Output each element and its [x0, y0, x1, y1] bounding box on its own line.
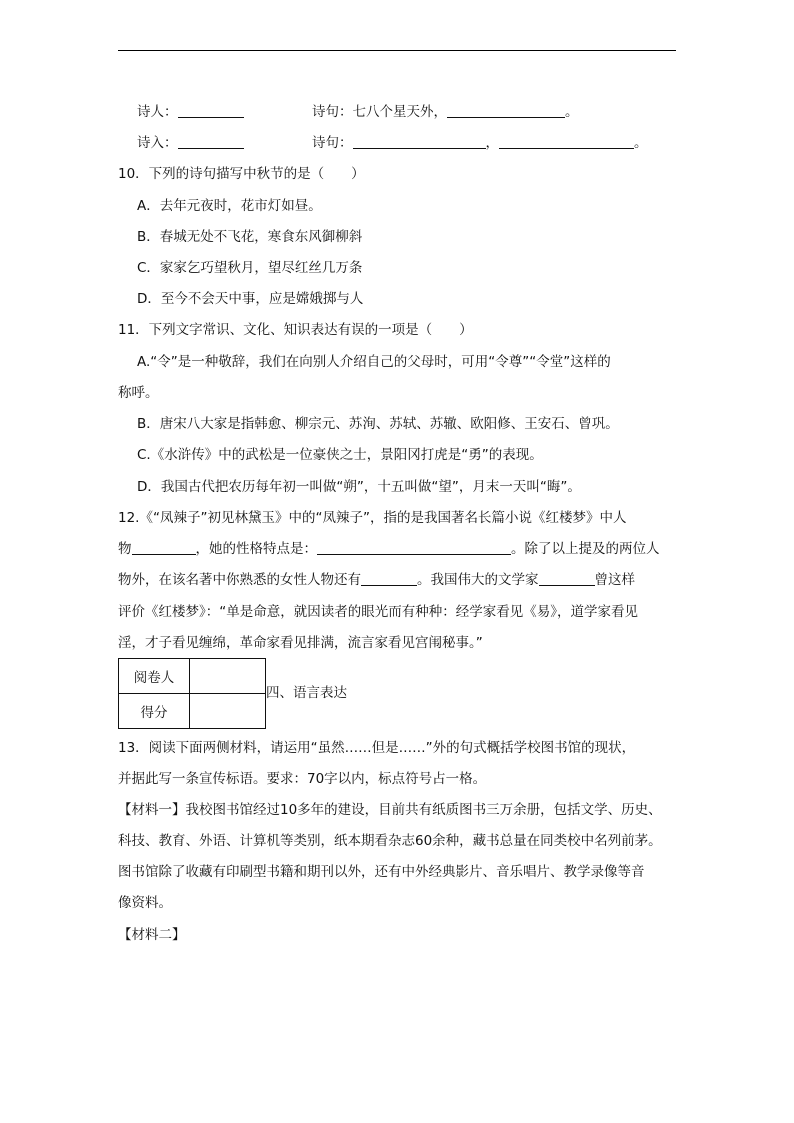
given-verse: 七八个星天外， — [352, 104, 447, 120]
q10-stem: 10．下列的诗句描写中秋节的是（ ） — [118, 166, 365, 182]
q13-line-1: 13．阅读下面两侧材料，请运用“虽然……但是……”外的句式概括学校图书馆的现状， — [118, 740, 636, 756]
poem-row-1 — [137, 103, 244, 121]
q11-option-c: C.《水浒传》中的武松是一位豪侠之士，景阳冈打虎是“勇”的表现。 — [137, 447, 543, 463]
female-character-blank[interactable] — [361, 571, 417, 586]
q11-option-a: A.“令”是一种敬辞，我们在向别人介绍自己的父母时，可用“令尊”“令堂”这样的 — [137, 354, 611, 370]
verse-blank[interactable] — [499, 134, 634, 149]
q10-option-d: D．至今不会天中事，应是嫦娥掷与人 — [137, 291, 364, 307]
poem-row-2 — [137, 134, 244, 152]
writer-blank[interactable] — [539, 571, 595, 586]
character-blank[interactable] — [132, 540, 196, 555]
material-1-line-2: 科技、教育、外语、计算机等类别，纸本期看杂志60余种，藏书总量在同类校中名列前茅。 — [118, 833, 662, 849]
q12-line-1: 12.《“凤辣子”初见林黛玉》中的“凤辣子”，指的是我国著名长篇小说《红楼梦》中人 — [118, 510, 627, 526]
poet-blank[interactable] — [178, 103, 244, 118]
trait-blank[interactable] — [317, 540, 511, 555]
q10-option-c: C．家家乞巧望秋月，望尽红丝几万条 — [137, 260, 363, 276]
score-cell[interactable] — [190, 694, 266, 729]
reviewer-label: 阅卷人 — [119, 659, 190, 694]
material-1-line-3: 图书馆除了收藏有印刷型书籍和期刊以外，还有中外经典影片、音乐唱片、教学录像等音 — [118, 864, 645, 880]
q11-stem: 11．下列文字常识、文化、知识表达有误的一项是（ ） — [118, 322, 473, 338]
q12-line-4: 评价《红楼梦》：“单是命意，就因读者的眼光而有种种：经学家看见《易》，道学家看见 — [118, 604, 638, 620]
q12-line-3: 物外，在该名著中你熟悉的女性人物还有 。我国伟大的文学家 曾这样 — [118, 572, 635, 588]
poet-label: 诗入： — [137, 135, 178, 151]
q11-option-d: D．我国古代把农历每年初一叫做“朔”，十五叫做“望”，月末一天叫“晦”。 — [137, 479, 581, 495]
poem-line-row-1: 诗句：七八个星天外， 。 — [312, 104, 579, 120]
q11-option-a-cont: 称呼。 — [118, 385, 159, 401]
q12-line-5: 淫，才子看见缠绵，革命家看见排满，流言家看见宫闱秘事。” — [118, 635, 483, 651]
poem-line-row-2: 诗句： ， 。 — [312, 135, 648, 151]
verse-blank[interactable] — [447, 103, 565, 118]
reviewer-cell[interactable] — [190, 659, 266, 694]
material-1-line-4: 像资料。 — [118, 895, 172, 911]
score-box — [118, 658, 266, 729]
material-2-heading: 【材料二】 — [118, 927, 186, 943]
section-title: 四、语言表达 — [266, 685, 347, 701]
q12-line-2: 物 ，她的性格特点是： 。除了以上提及的两位人 — [118, 541, 660, 557]
verse-label: 诗句： — [312, 104, 353, 120]
material-1-line-1: 【材料一】我校图书馆经过10多年的建设，目前共有纸质图书三万余册，包括文学、历史、 — [118, 802, 662, 818]
q10-option-a: A．去年元夜时，花市灯如昼。 — [137, 198, 322, 214]
poet-blank[interactable] — [178, 134, 244, 149]
q11-option-b: B．唐宋八大家是指韩愈、柳宗元、苏洵、苏轼、苏辙、欧阳修、王安石、曾巩。 — [137, 416, 619, 432]
header-rule — [118, 50, 676, 51]
poet-label: 诗人： — [137, 104, 178, 120]
verse-blank[interactable] — [353, 134, 486, 149]
q13-line-2: 并据此写一条宣传标语。要求：70字以内，标点符号占一格。 — [118, 771, 487, 787]
score-label: 得分 — [119, 694, 190, 729]
verse-label: 诗句： — [312, 135, 353, 151]
q10-option-b: B．春城无处不飞花，寒食东风御柳斜 — [137, 229, 363, 245]
